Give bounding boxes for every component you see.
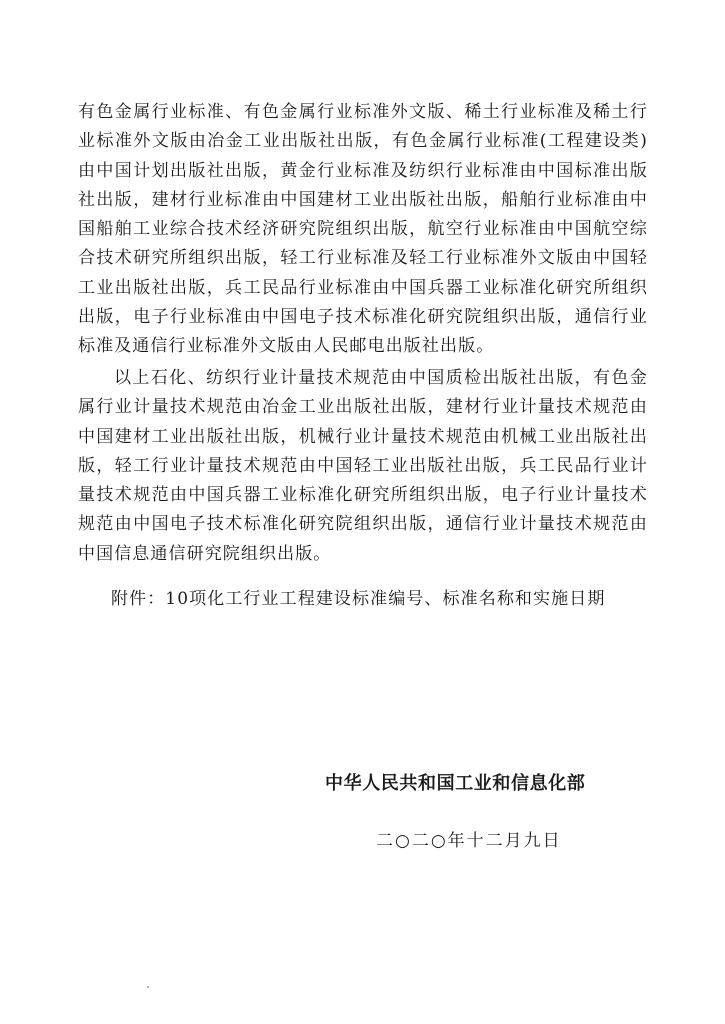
body-paragraph-metrology: 以上石化、纺织行业计量技术规范由中国质检出版社出版，有色金属行业计量技术规范由冶金工业出版社出版，建材行业计量技术规范由中国建材工业出版社出版，机械行业计量技术规范由机械工业出版社出版，轻工行业计量技术规范由中国轻工业出版社出版，兵工民品行业计量技术规范由中国兵器工业标准化研究所组织出版，电子行业计量技术规范由中国电子技术标准化研究院组织出版，通信行业计量技术规范由中国信息通信研究院组织出版。: [78, 368, 648, 564]
attachment-line: 附件：10项化工行业工程建设标准编号、标准名称和实施日期: [111, 589, 606, 609]
issue-date: 二○二○年十二月九日: [376, 831, 562, 851]
scan-speck: [147, 986, 149, 988]
issuer-signature: 中华人民共和国工业和信息化部: [325, 773, 586, 794]
body-paragraph-publishers: 有色金属行业标准、有色金属行业标准外文版、稀土行业标准及稀土行业标准外文版由冶金工业出版社出版，有色金属行业标准(工程建设类)由中国计划出版社出版，黄金行业标准及纺织行业标准由中国标准出版社出版，建材行业标准由中国建材工业出版社出版，船舶行业标准由中国船舶工业综合技术经济研究院组织出版，航空行业标准由中国航空综合技术研究所组织出版，轻工行业标准及轻工行业标准外文版由中国轻工业出版社出版，兵工民品行业标准由中国兵器工业标准化研究所组织出版，电子行业标准由中国电子技术标准化研究院组织出版，通信行业标准及通信行业标准外文版由人民邮电出版社出版。: [78, 102, 648, 357]
